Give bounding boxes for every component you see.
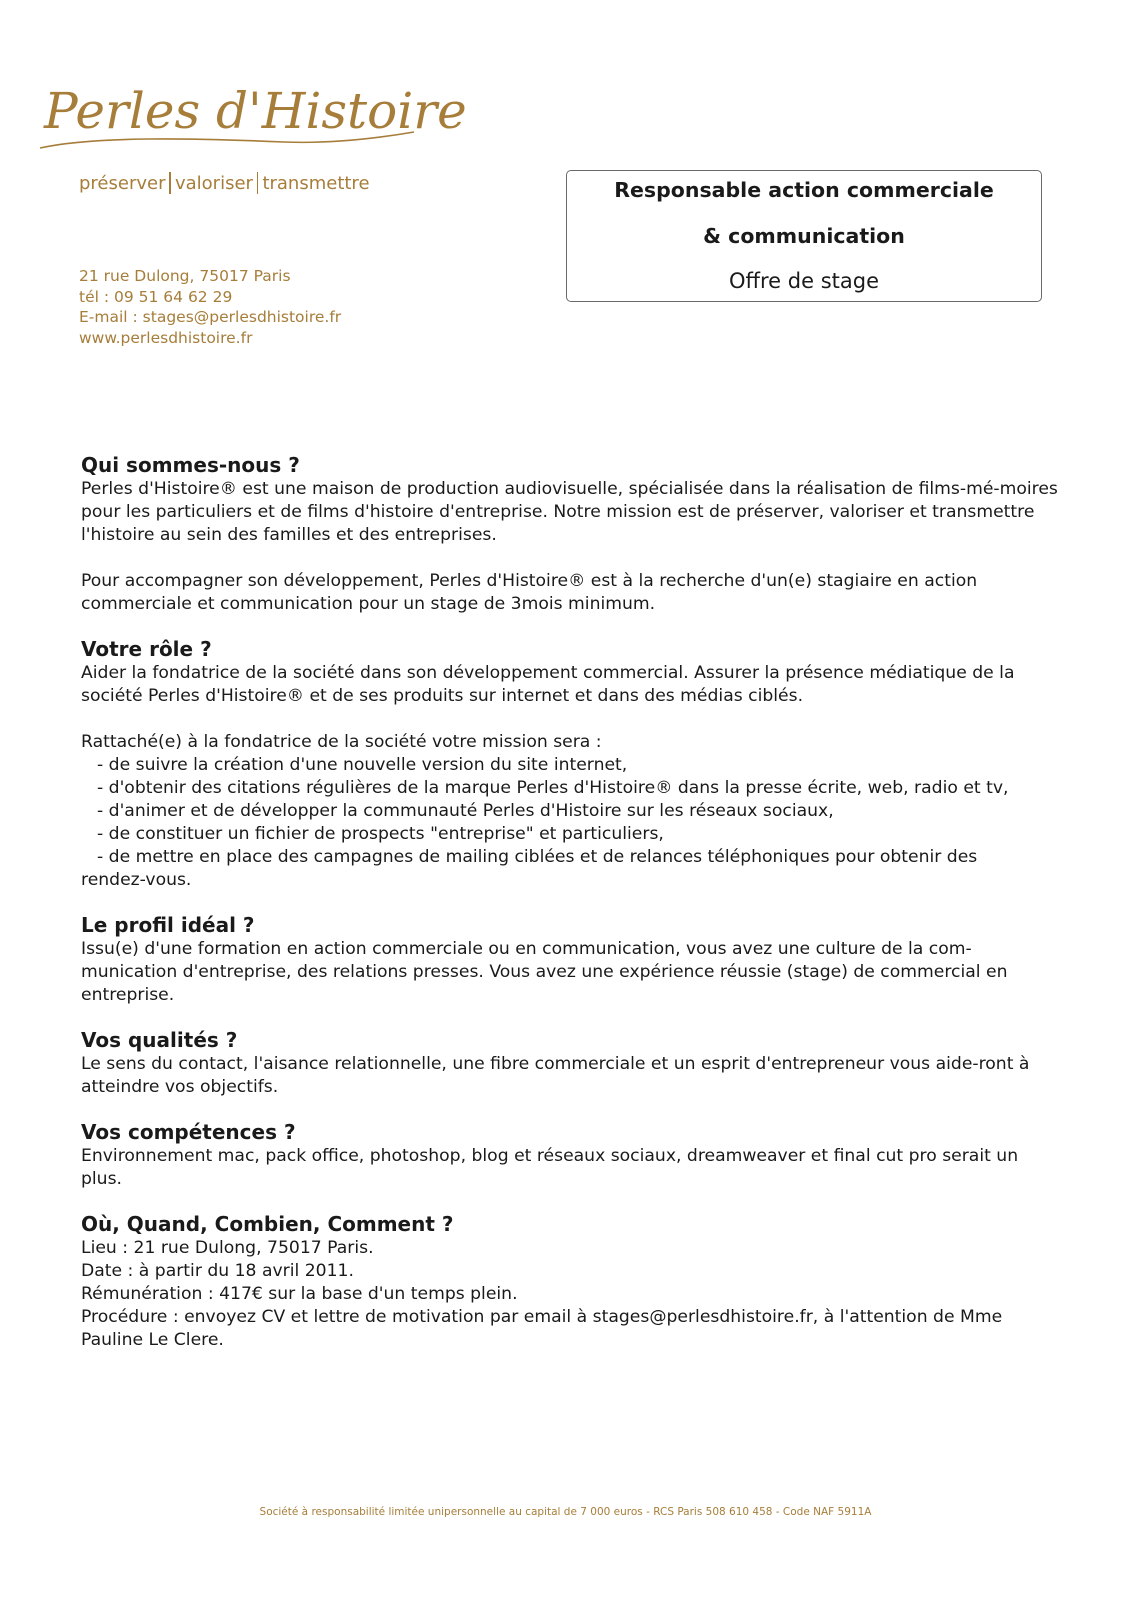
contact-address: 21 rue Dulong, 75017 Paris xyxy=(79,267,291,285)
role-item-continuation: rendez-vous. xyxy=(81,870,192,890)
details-lieu: Lieu : 21 rue Dulong, 75017 Paris. xyxy=(81,1238,374,1258)
brand-logo xyxy=(34,76,467,166)
tagline-separator xyxy=(169,172,171,194)
profil-paragraph: Issu(e) d'une formation en action commerciale ou en communication, vous avez une culture de la com-munication d'entreprise, des relations presses. Vous avez une expérience réussie (stage) de commercial en entreprise. xyxy=(81,939,1008,1005)
role-item: - de constituer un fichier de prospects "entreprise" et particuliers, xyxy=(97,824,664,844)
tagline-separator xyxy=(257,172,259,194)
contact-website: www.perlesdhistoire.fr xyxy=(79,328,253,347)
competences-paragraph: Environnement mac, pack office, photoshop, blog et réseaux sociaux, dreamweaver et final cut pro serait un plus. xyxy=(81,1146,1019,1189)
details-date: Date : à partir du 18 avril 2011. xyxy=(81,1261,354,1281)
tagline-valoriser: valoriser xyxy=(174,173,253,194)
section-heading-qualites: Vos qualités ? xyxy=(81,1028,238,1052)
offer-title-line2: & communication xyxy=(703,224,905,248)
document-body xyxy=(81,452,1061,1352)
role-item: - de mettre en place des campagnes de mailing ciblées et de relances téléphoniques pour obtenir des xyxy=(97,847,978,867)
offer-title-line1: Responsable action commerciale xyxy=(614,178,994,202)
qui-paragraph-2: Pour accompagner son développement, Perles d'Histoire® est à la recherche d'un(e) stagiaire en action commerciale et communication pour un stage de 3mois minimum. xyxy=(81,571,978,614)
details-procedure: Procédure : envoyez CV et lettre de motivation par email à stages@perlesdhistoire.fr, à l'attention de Mme Pauline Le Clere. xyxy=(81,1307,1003,1350)
section-heading-qui: Qui sommes-nous ? xyxy=(81,453,300,477)
section-heading-profil: Le profil idéal ? xyxy=(81,913,255,937)
role-item: - d'animer et de développer la communauté Perles d'Histoire sur les réseaux sociaux, xyxy=(97,801,834,821)
role-item: - de suivre la création d'une nouvelle version du site internet, xyxy=(97,755,628,775)
contact-block xyxy=(79,266,341,348)
section-heading-details: Où, Quand, Combien, Comment ? xyxy=(81,1212,454,1236)
tagline-preserver: préserver xyxy=(79,173,166,194)
contact-phone: tél : 09 51 64 62 29 xyxy=(79,287,233,306)
section-heading-competences: Vos compétences ? xyxy=(81,1120,296,1144)
offer-subtitle: Offre de stage xyxy=(729,269,879,293)
contact-email: E-mail : stages@perlesdhistoire.fr xyxy=(79,308,342,326)
logo-wordmark: Perles d'Histoire xyxy=(44,82,467,140)
role-item: - d'obtenir des citations régulières de la marque Perles d'Histoire® dans la presse écrite, web, radio et tv, xyxy=(97,778,1009,798)
qui-paragraph-1: Perles d'Histoire® est une maison de production audiovisuelle, spécialisée dans la réalisation de films-mé-moires pour les particuliers et de films d'histoire d'entreprise. Notre mission est de préserver, valoriser et transmettre l'histoire au sein des familles et des entreprises. xyxy=(81,479,1058,545)
brand-tagline xyxy=(79,172,370,194)
offer-title-box xyxy=(566,170,1042,302)
legal-footer: Société à responsabilité limitée unipersonnelle au capital de 7 000 euros - RCS Paris 508 610 458 - Code NAF 5911A xyxy=(259,1506,872,1518)
section-heading-role: Votre rôle ? xyxy=(81,637,212,661)
role-intro: Rattaché(e) à la fondatrice de la société votre mission sera : xyxy=(81,732,602,752)
qualites-paragraph: Le sens du contact, l'aisance relationnelle, une fibre commerciale et un esprit d'entrepreneur vous aide-ront à atteindre vos objectifs. xyxy=(81,1054,1030,1097)
tagline-transmettre: transmettre xyxy=(262,173,370,194)
role-paragraph-1: Aider la fondatrice de la société dans son développement commercial. Assurer la présence médiatique de la société Perles d'Histoire® et de ses produits sur internet et dans des médias ciblés. xyxy=(81,663,1015,706)
details-remuneration: Rémunération : 417€ sur la base d'un temps plein. xyxy=(81,1284,518,1304)
